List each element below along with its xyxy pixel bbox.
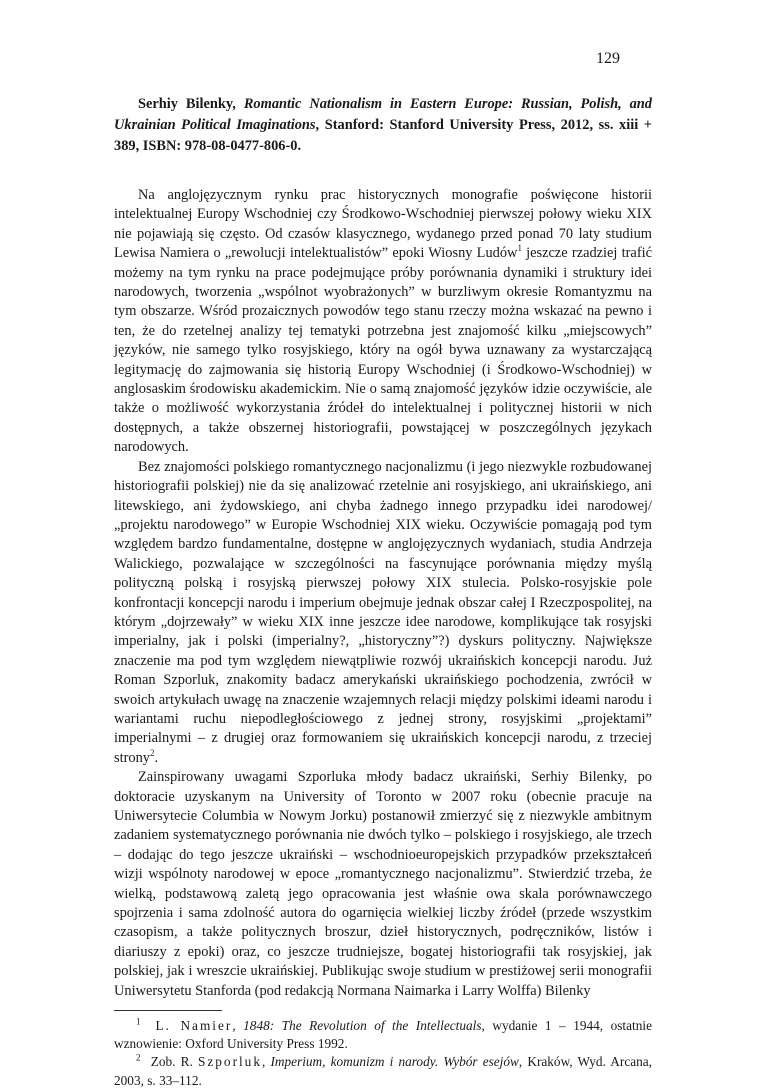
footnote-title: Imperium, komunizm i narody. Wybór esejów [270, 1054, 519, 1070]
footnote-title: 1848: The Revolution of the Intellectuals [243, 1018, 482, 1034]
footnote-rest: , Kraków, Wyd. Arcana, 2003, s. 33–112. [114, 1054, 653, 1088]
footnote-ref-1: 1 [517, 243, 522, 254]
footnote-lead: Zob. R. [150, 1054, 198, 1070]
page-number: 129 [596, 50, 620, 67]
paragraph-text: . [154, 749, 159, 766]
footnote-2: $^2$ Zob. R. Szporluk, Imperium, komunizm i narody. Wybór esejów, Kraków, Wyd. Arcana, 2003, s. 33–112. [114, 1053, 653, 1088]
footnote-divider [114, 1010, 222, 1011]
book-citation [114, 94, 652, 157]
paragraph-text: Bez znajomości polskiego romantycznego nacjonalizmu (i jego niezwykle rozbudowanej historiografii polskiej) nie da się analizować rzetelnie ani rosyjskiego, ani ukraińskiego, ani litewskiego, ani żydowskiego, ani chyba żadnego innego przypadku idei narodowej/„projektu narodowego” w Europie Wschodniej XIX wieku. Oczywiście pomagają pod tym względem bardzo fundamentalne, dostępne w anglojęzycznych wydaniach, studia Andrzeja Walickiego, pozwalające w szczególności na fascynujące porównania między myślą polityczną polską i rosyjską pierwszej połowy XIX stulecia. Polsko-rosyjskie pole konfrontacji koncepcji narodu i imperium obejmuje jednak obszar całej I Rzeczpospolitej, na którym „dojrzewały” w wieku XIX inne jeszcze idee narodowe, komplikujące tak rosyjski imperialny, jak i polski (imperialny?, „historyczny”?) dyskurs polityczny. Największe znaczenie ma pod tym względem niewątpliwie rozwój ukraińskich koncepcji narodu. Już Roman Szporluk, znakomity badacz amerykański ukraińskiego pochodzenia, zwrócił w swoich artykułach uwagę na znaczenie wzajemnych relacji między polskimi ideami narodu i wariantami ruchu niepodległościowego z jednej strony, rosyjskimi „projektami” imperialnymi – z drugiej oraz formowaniem się ukraińskich koncepcji narodu, z trzeciej strony [114, 458, 652, 766]
paragraph-1 [114, 186, 652, 458]
paragraph-text: Na anglojęzycznym rynku prac historycznych monografie poświęcone historii intelektualnej Europy Wschodniej czy Środkowo-Wschodniej pierwszej połowy wieku XIX nie pojawiają się często. Od czasów klasycznego, wydanego przed ponad 70 laty studium Lewisa Namiera o „rewolucji intelektualistów” epoki Wiosny Ludów [114, 187, 652, 262]
paragraph-text: jeszcze rzadziej trafić możemy na tym rynku na prace podejmujące próby porównania dynamiki i struktury idei narodowych, tworzenia „wspólnot wyobrażonych” w burzliwym okresie Romantyzmu na tym obszarze. Wśród prozaicznych powodów tego stanu rzeczy można wskazać na pewno i ten, że do rzetelnej analizy tej tematyki potrzebna jest znajomość kilku „miejscowych” języków, nie samego tylko rosyjskiego, który na ogół bywa uznawany za wystarczającą legitymację do zajmowania się historią Europy Wschodniej (i Środkowo-Wschodniej) w anglosaskim środowisku akademickim. Nie o samą znajomość języków idzie oczywiście, ale także o możliwość wykorzystania źródeł do intelektualnej i politycznej historii w nich dostępnych, a także obszernej historiografii, powstającej w poszczególnych językach narodowych. [114, 245, 652, 456]
article-body [114, 94, 652, 1090]
citation-publisher: , Stanford: Stanford University Press, 2012, ss. xiii + 389, ISBN: 978-08-0477-806-0. [114, 117, 653, 154]
footnote-author: Szporluk [197, 1054, 262, 1070]
footnote-author: L. Namier [155, 1018, 233, 1034]
paragraph-3: Zainspirowany uwagami Szporluka młody badacz ukraiński, Serhiy Bilenky, po doktoracie uzyskanym na University of Toronto w 2007 roku (obecnie pracuje na Uniwersytecie Columbia w Nowym Jorku) postanowił zmierzyć się z niezwykle ambitnym zadaniem systematycznego porównania nie dwóch tylko – polskiego i rosyjskiego, ale trzech – dodając do tego jeszcze ukraiński – wschodnioeuropejskich przypadków przekształceń wizji wspólnoty narodowej w epoce „romantycznego nacjonalizmu”. Stwierdzić trzeba, że wielką, podstawową zaletą jego opracowania jest właśnie owa skala porównawczego spojrzenia i sama zdolność autora do ogarnięcia wielkiej liczby źródeł (przede wszystkim czasopism, a także politycznych broszur, dzieł historycznych, podręczników, listów i diariuszy z epoki) oraz, co jeszcze trudniejsze, bogatej historiografii tak rosyjskiej, jak polskiej, jak i wreszcie ukraińskiej. Publikując swoje studium w prestiżowej serii monografii Uniwersytetu Stanforda (pod redakcją Normana Naimarka i Larry Wolffa) Bilenky [114, 769, 652, 999]
footnote-mark: 2 [136, 1053, 141, 1064]
footnote-ref-2: 2 [149, 747, 155, 758]
citation-title: Romantic Nationalism in Eastern Europe: Russian, Polish, and Ukrainian Political Imaginations [114, 96, 652, 133]
paragraph-2 [114, 458, 652, 769]
footnote-rest: , wydanie 1 – 1944, ostatnie wznowienie: Oxford University Press 1992. [114, 1018, 652, 1052]
footnote-mark: 1 [136, 1016, 141, 1027]
footnote-1: $^1$ L. Namier, 1848: The Revolution of the Intellectuals, wydanie 1 – 1944, ostatnie wznowienie: Oxford University Press 1992. [114, 1016, 652, 1052]
footnotes [114, 1017, 652, 1090]
review-text [114, 186, 652, 1001]
citation-author: Serhiy Bilenky, [138, 96, 244, 112]
